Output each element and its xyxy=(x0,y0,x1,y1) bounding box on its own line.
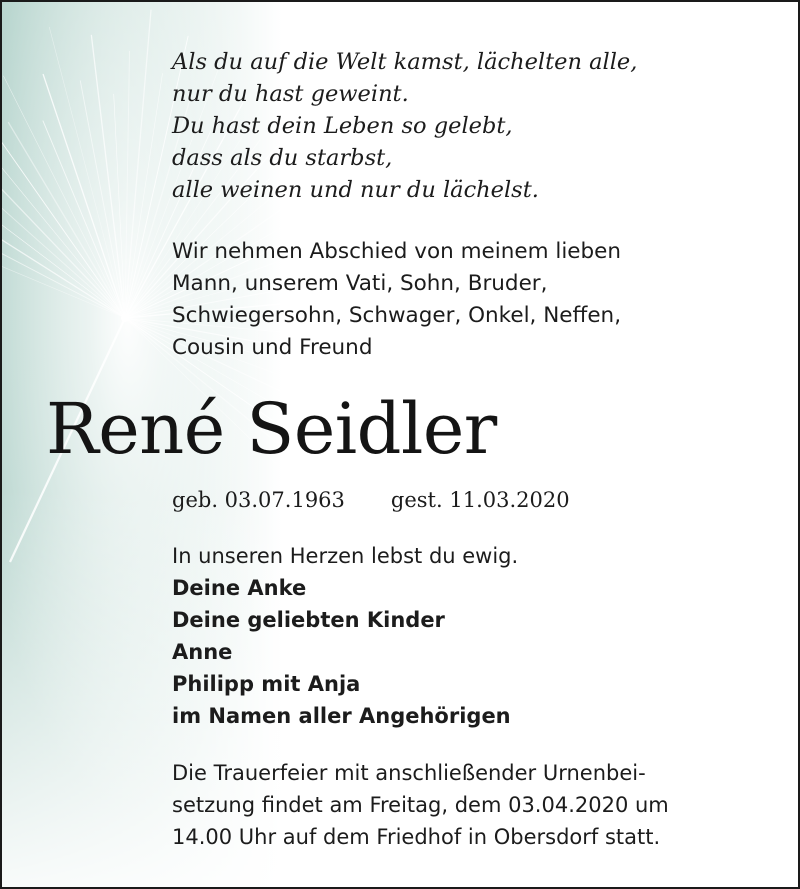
poem-line: dass als du starbst, xyxy=(172,145,393,171)
poem-line: alle weinen und nur du lächelst. xyxy=(172,177,539,203)
signer: Anne xyxy=(172,640,233,664)
intro-line: Cousin und Freund xyxy=(172,335,373,360)
signer: Deine geliebten Kinder xyxy=(172,608,445,632)
death-date: gest. 11.03.2020 xyxy=(390,488,570,512)
notice-line: 14.00 Uhr auf dem Friedhof in Obersdorf statt. xyxy=(172,825,661,849)
life-dates xyxy=(172,485,570,515)
signer: Deine Anke xyxy=(172,576,307,600)
intro-line: Mann, unserem Vati, Sohn, Bruder, xyxy=(172,271,548,296)
poem xyxy=(172,46,637,206)
signer: Philipp mit Anja xyxy=(172,672,361,696)
birth-date: geb. 03.07.1963 xyxy=(172,488,345,512)
intro-line: Schwiegersohn, Schwager, Onkel, Neffen, xyxy=(172,303,622,328)
funeral-notice xyxy=(172,757,669,853)
notice-line: setzung findet am Freitag, dem 03.04.2020 um xyxy=(172,793,669,817)
poem-line: nur du hast geweint. xyxy=(172,81,409,107)
closing-line: In unseren Herzen lebst du ewig. xyxy=(172,544,519,568)
notice-line: Die Trauerfeier mit anschließender Urnenbei- xyxy=(172,761,646,785)
signer: im Namen aller Angehörigen xyxy=(172,704,511,728)
farewell-intro xyxy=(172,236,621,364)
poem-line: Du hast dein Leben so gelebt, xyxy=(172,113,513,139)
deceased-name: René Seidler xyxy=(46,388,497,470)
signers-list xyxy=(172,572,511,732)
poem-line: Als du auf die Welt kamst, lächelten alle, xyxy=(172,49,638,75)
intro-line: Wir nehmen Abschied von meinem lieben xyxy=(172,239,622,264)
